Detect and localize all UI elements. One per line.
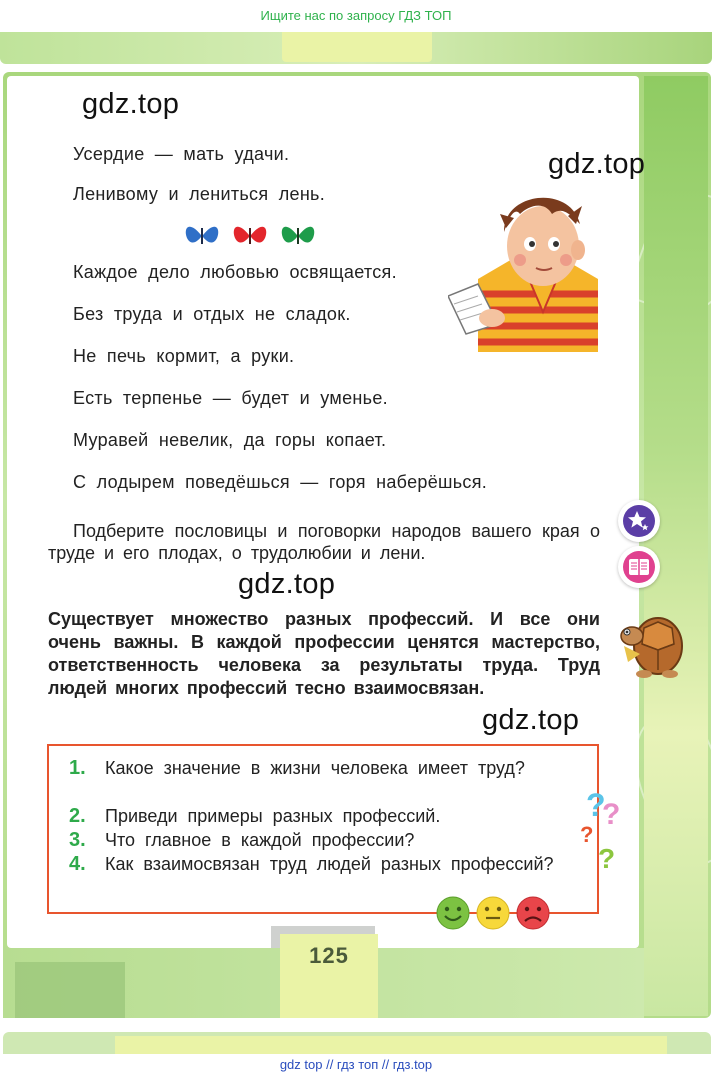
watermark: gdz.top (548, 148, 646, 180)
footer-links[interactable]: gdz top // гдз топ // гдз.top (0, 1054, 712, 1082)
summary-paragraph: Существует множество разных профессий. И все они очень важны. В каждой профессии ценятся мастерство, ответственность человека за результаты труда. Труд людей многих профессий тесно взаимосвязан. (48, 609, 600, 698)
top-notice: Ищите нас по запросу ГДЗ ТОП (0, 0, 712, 32)
svg-text:?: ? (602, 798, 621, 831)
question-text: Что главное в каждой профессии? (105, 830, 415, 850)
next-page-inner (115, 1036, 667, 1054)
smile-neutral-icon (476, 896, 510, 930)
butterfly-blue-icon (186, 227, 218, 244)
proverb: Есть терпенье — будет и уменье. (73, 388, 388, 408)
proverb: С лодырем поведёшься — горя наберёшься. (73, 472, 488, 492)
proverb: Не печь кормит, а руки. (73, 346, 295, 366)
proverb: Усердие — мать удачи. (73, 144, 290, 164)
turtle-icon (614, 610, 684, 682)
watermark: gdz.top (238, 568, 336, 600)
question-number: 4. (69, 853, 86, 875)
page-number: 125 (280, 934, 378, 1018)
question-marks-icon (578, 786, 630, 874)
butterfly-green-icon (282, 227, 314, 244)
proverb: Ленивому и лениться лень. (73, 184, 326, 204)
task-paragraph: Подберите пословицы и поговорки народов вашего края о труде и его плодах, о трудолюбии и лени. (48, 521, 600, 563)
question-item (69, 828, 564, 852)
question-item (69, 756, 564, 780)
butterflies-divider (183, 218, 318, 252)
boy-illustration (448, 184, 608, 354)
proverb: Муравей невелик, да горы копает. (73, 430, 387, 450)
smile-happy-icon (436, 896, 470, 930)
star-icon (618, 500, 660, 542)
proverb: Без труда и отдых не сладок. (73, 304, 351, 324)
book-button[interactable] (618, 546, 660, 588)
question-text: Какое значение в жизни человека имеет труд? (105, 758, 525, 778)
question-text: Как взаимосвязан труд людей разных профессий? (105, 854, 554, 874)
watermark: gdz.top (82, 88, 180, 120)
svg-text:?: ? (598, 843, 616, 874)
question-item (69, 852, 564, 876)
svg-text:?: ? (586, 787, 606, 823)
question-number: 2. (69, 805, 86, 827)
questions-box (47, 744, 599, 914)
watermark: gdz.top (482, 704, 580, 736)
question-number: 3. (69, 829, 86, 851)
question-text: Приведи примеры разных профессий. (105, 806, 441, 826)
butterfly-red-icon (234, 227, 266, 244)
bottom-decor (15, 962, 125, 1018)
proverb: Каждое дело любовью освящается. (73, 262, 397, 282)
smile-sad-icon (516, 896, 550, 930)
question-item (69, 804, 564, 828)
top-page-tab (282, 32, 432, 62)
svg-text:?: ? (580, 822, 594, 847)
book-icon (618, 546, 660, 588)
question-number: 1. (69, 757, 86, 779)
star-button[interactable] (618, 500, 660, 542)
